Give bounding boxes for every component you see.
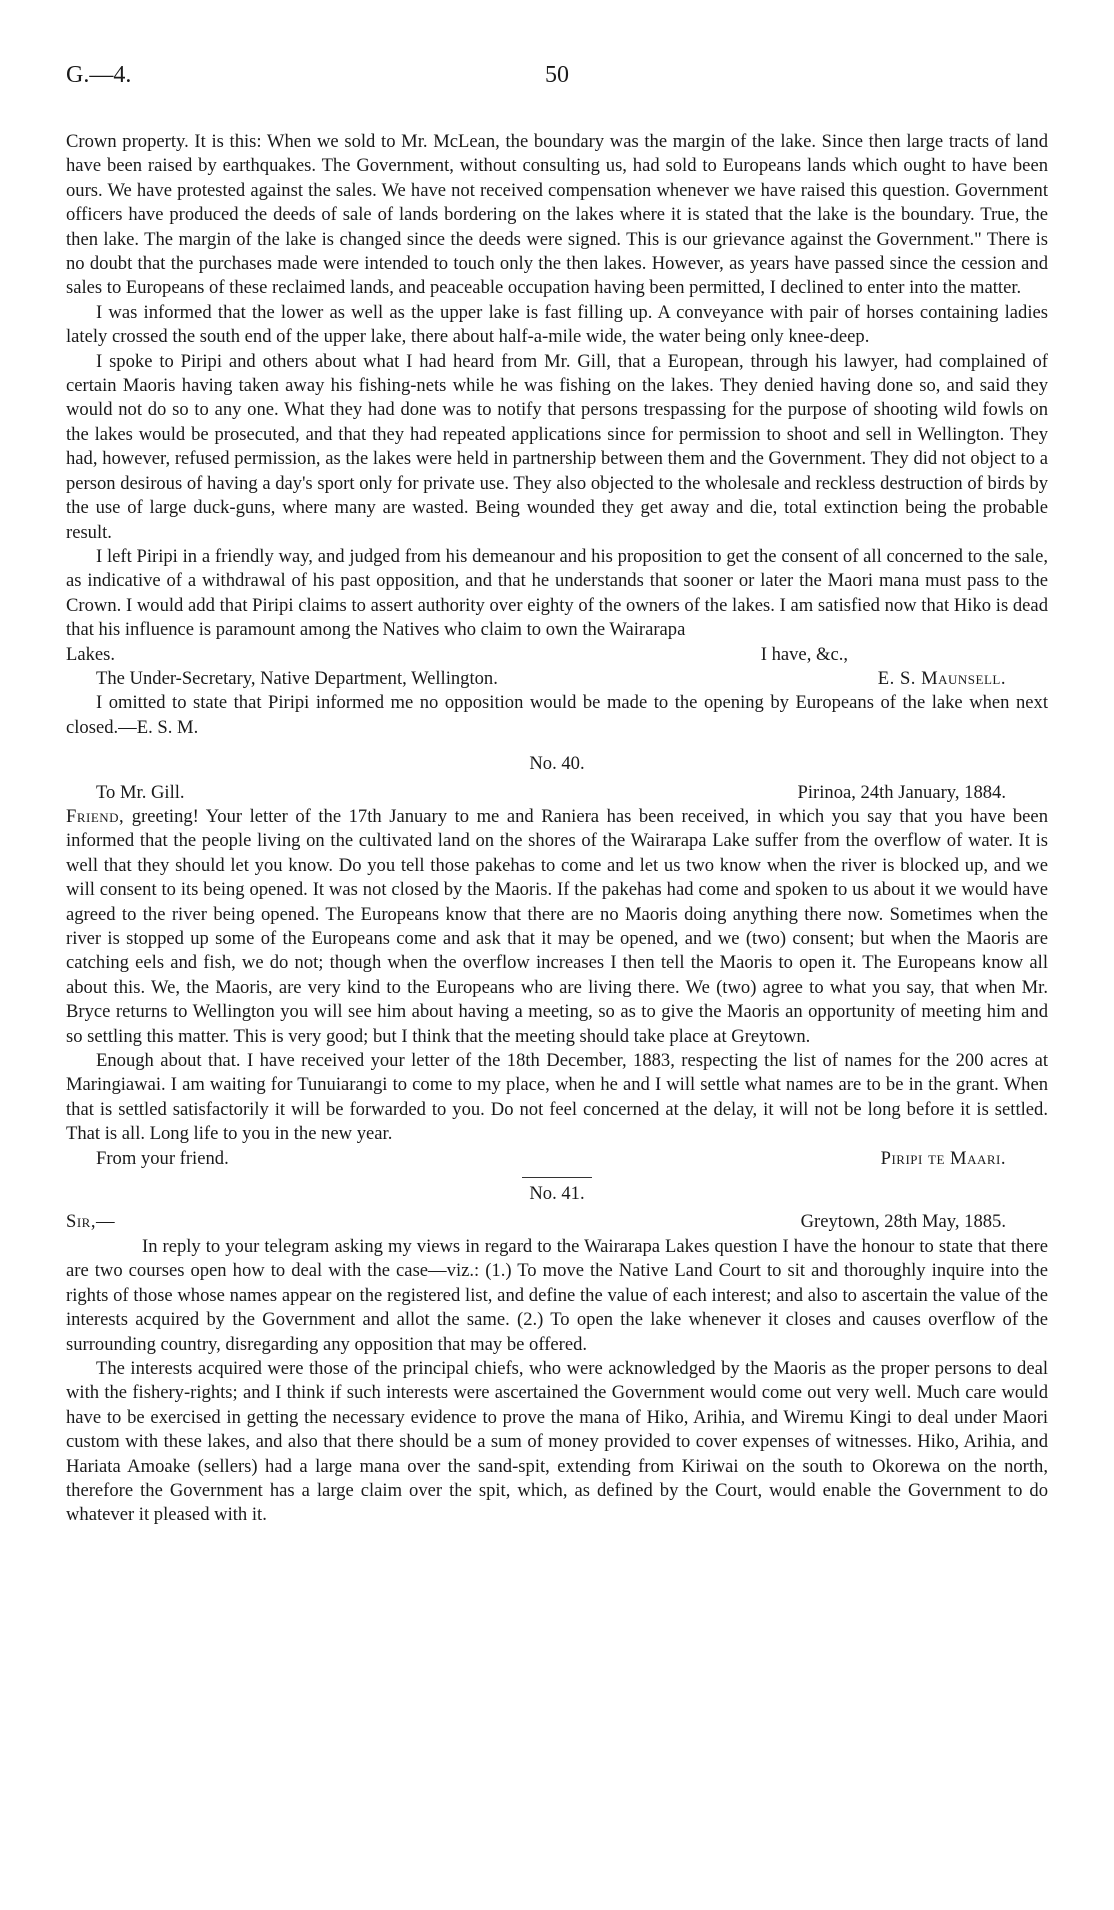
paragraph-crown-property: Crown property. It is this: When we sold to Mr. McLean, the boundary was the margin of the lake. Since then large tracts of land have been raised by earthquakes. The Government, without consulting us, had sold to Europeans lands which ought to have been ours. We have protested against the sales. We have not received compensation whenever we have raised this question. Government officers have produced the deeds of sale of lands bordering on the lakes where it is stated that the lake is the boundary. True, the then lake. The margin of the lake is changed since the deeds were signed. This is our grievance against the Government." There is no doubt that the purchases made were intended to touch only the then lakes. However, as years have passed since the cession and sales to Europeans of these reclaimed lands, and peaceable occupation having been permitted, I declined to enter into the matter. <box>66 131 1048 299</box>
addressee-row <box>66 667 1048 691</box>
letter40-to: To Mr. Gill. <box>96 781 185 803</box>
closing-phrase: I have, &c., <box>760 643 848 665</box>
page-reference: G.—4. <box>66 62 132 88</box>
signature-piripi: Piripi te Maari. <box>880 1147 1006 1169</box>
letter41-paragraph-1: In reply to your telegram asking my views in regard to the Wairarapa Lakes question I have the honour to state that there are two courses open how to deal with the case—viz.: (1.) To move the Native Land Court to sit and thoroughly inquire into the rights of those whose names appear on the registered list, and define the value of each interest; and also to ascertain the value of the interests acquired by the Government and allot the same. (2.) To open the lake whenever it closes and causes overflow of the surrounding country, disregarding any opposition that may be offered. <box>66 1235 1048 1355</box>
letter40-paragraph-2: Enough about that. I have received your letter of the 18th December, 1883, respecting the list of names for the 200 acres at Maringiawai. I am waiting for Tunuiarangi to come to my place, when he and I will settle what names are to be in the grant. When that is settled satisfactorily it will be forwarded to you. Do not feel concerned at the delay, it will not be long before it is settled. That is all. Long life to you in the new year. <box>66 1050 1048 1145</box>
document-body <box>66 130 1048 1528</box>
letter40-closing-row <box>66 1147 1048 1171</box>
letter-number-40: No. 40. <box>529 753 585 775</box>
postscript: I omitted to state that Piripi informed me no opposition would be made to the opening by Europeans of the lake when next closed.—E. S. M. <box>66 692 1048 738</box>
paragraph-lake-filling: I was informed that the lower as well as the upper lake is fast filling up. A conveyance with pair of horses containing ladies lately crossed the south end of the upper lake, there about half-a-mile wide, the water being only knee-deep. <box>66 301 1048 348</box>
letter40-place-date: Pirinoa, 24th January, 1884. <box>797 781 1006 803</box>
letter40-salutation: Friend, <box>66 805 125 827</box>
letter-number-41: No. 41. <box>529 1183 585 1205</box>
signature-maunsell: E. S. Maunsell. <box>877 667 1006 689</box>
addressee: The Under-Secretary, Native Department, Wellington. <box>96 667 498 689</box>
paragraph-left-piripi: I left Piripi in a friendly way, and judged from his demeanour and his proposition to get the consent of all concerned to the sale, as indicative of a withdrawal of his past opposition, and that he understands that sooner or later the Maori mana must pass to the Crown. I would add that Piripi claims to assert authority over eighty of the owners of the lakes. I am satisfied now that Hiko is dead that his influence is paramount among the Natives who claim to own the Wairarapa <box>66 545 1048 641</box>
page-header <box>66 62 1048 102</box>
letter41-address-row <box>66 1210 1048 1234</box>
letter41-paragraph-2: The interests acquired were those of the principal chiefs, who were acknowledged by the Maoris as the proper persons to deal with the fishery-rights; and I think if such interests were ascertained the Government would come out very well. Much care would have to be exercised in getting the necessary evidence to prove the mana of Hiko, Arihia, and Wiremu Kingi to deal under Maori custom with these lakes, and also that there should be a sum of money provided to cover expenses of witnesses. Hiko, Arihia, and Hariata Amoake (sellers) had a large mana over the sand-spit, extending from Kiriwai on the south to Okorewa on the north, therefore the Government has a large claim over the spit, which, as defined by the Court, would enable the Government to do whatever it pleased with it. <box>66 1357 1048 1526</box>
letter40-paragraph-1-text: greeting! Your letter of the 17th January to me and Raniera has been received, in which you say that you have been informed that the people living on the cultivated land on the shores of the Wairarapa Lake suffer from the overflow of water. It is well that they should let you know. Do you tell those pakehas to come and let us two know when the river is blocked up, and we will consent to its being opened. It was not closed by the Maoris. If the pakehas had come and spoken to us about it we would have agreed to the river being opened. The Europeans know that there are no Maoris doing anything there now. Sometimes when the river is stopped up some of the Europeans come and ask that it may be opened, and we (two) consent; but when the Maoris are catching eels and fish, we do not; though when the overflow increases I then tell the Maoris to open it. The Europeans know all about this. We, the Maoris, are very kind to the Europeans who are living there. We (two) agree to what you say, that when Mr. Bryce returns to Wellington you will see him about having a meeting, so as to give the Maoris an opportunity of meeting him and so settling this matter. This is very good; but I think that the meeting should take place at Greytown. <box>66 805 1048 1047</box>
page-number: 50 <box>545 62 569 88</box>
closing-row <box>66 643 1048 667</box>
letter40-address-row <box>66 781 1048 805</box>
letter40-closing: From your friend. <box>96 1147 229 1169</box>
letter40-paragraph-1 <box>66 805 1048 1049</box>
letter41-place-date: Greytown, 28th May, 1885. <box>800 1211 1006 1233</box>
paragraph-fishing-nets: I spoke to Piripi and others about what I had heard from Mr. Gill, that a European, through his lawyer, had complained of certain Maoris having taken away his fishing-nets while he was fishing on the lakes. They denied having done so, and said they would not do so to any one. What they had done was to notify that persons trespassing for the purpose of shooting wild fowls on the lakes would be prosecuted, and that they had repeated applications since for permission to shoot and sell in Wellington. They had, however, refused permission, as the lakes were held in partnership between them and the Government. They did not object to a person desirous of having a day's sport only for private use. They also objected to the wholesale and reckless destruction of birds by the use of large duck-guns, where many are wasted. Being wounded they get away and die, total extinction being the probable result. <box>66 350 1048 543</box>
letter41-salutation: Sir,— <box>66 1211 116 1233</box>
section-divider <box>522 1177 592 1178</box>
lakes-line: Lakes. <box>66 643 116 665</box>
